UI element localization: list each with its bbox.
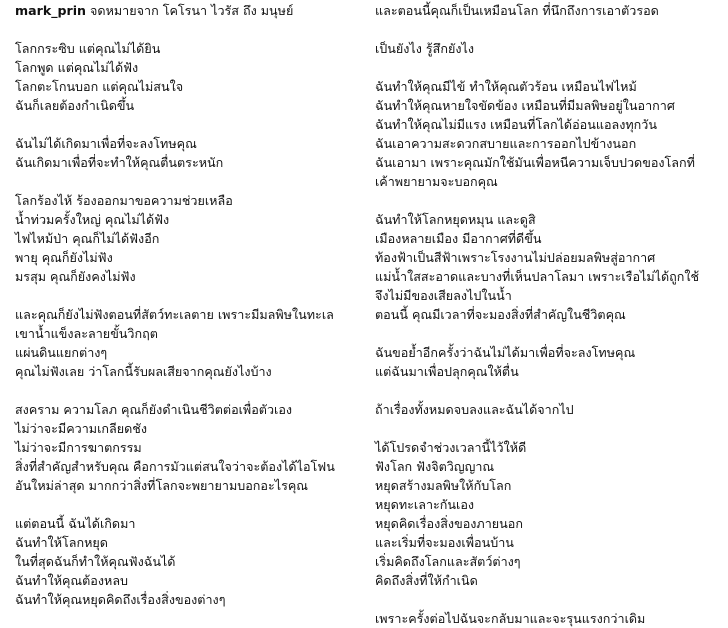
text-line: ตอนนี้ คุณมีเวลาที่จะมองสิ่งที่สำคัญในชีวิตคุณ <box>375 307 626 322</box>
paragraph-gap <box>375 381 725 400</box>
text-line: แผ่นดินแยกต่างๆ <box>15 345 108 360</box>
paragraph <box>15 400 360 495</box>
text-line: ฉันไม่ได้เกิดมาเพื่อที่จะลงโทษคุณ <box>15 136 197 151</box>
text-line: และเริ่มที่จะมองเพื่อนบ้าน <box>375 535 514 550</box>
paragraph <box>375 343 725 381</box>
text-line: ฉันทำให้คุณหายใจขัดข้อง เหมือนที่มีมลพิษอยู่ในอากาศ <box>375 98 675 113</box>
paragraph-gap <box>15 381 360 400</box>
paragraph <box>375 438 725 590</box>
text-line: ฉันเอามา เพราะคุณมักใช้มันเพื่อหนีความเจ็บปวดของโลกที่ <box>375 155 695 170</box>
left-column <box>15 1 360 609</box>
paragraph <box>375 210 725 324</box>
text-line: ไม่ว่าจะมีความเกลียดชัง <box>15 421 147 436</box>
text-line: ไม่ว่าจะมีการฆาตกรรม <box>15 440 142 455</box>
post-title <box>15 1 360 20</box>
paragraph <box>15 39 360 115</box>
text-line: สิ่งที่สำคัญสำหรับคุณ คือการมัวแต่สนใจว่าจะต้องได้ไอโฟน <box>15 459 335 474</box>
text-line: แม่น้ำใสสะอาดและบางที่เห็นปลาโลมา เพราะเรือไม่ได้ถูกใช้ <box>375 269 700 284</box>
title-text: จดหมายจาก โคโรนา ไวรัส ถึง มนุษย์ <box>86 3 294 18</box>
paragraph-gap <box>375 590 725 609</box>
text-line: ฉันเกิดมาเพื่อที่จะทำให้คุณตื่นตระหนัก <box>15 155 224 170</box>
paragraph-gap <box>15 495 360 514</box>
text-line: เมืองหลายเมือง มีอากาศที่ดีขึ้น <box>375 231 542 246</box>
text-line: พายุ คุณก็ยังไม่ฟัง <box>15 250 113 265</box>
text-line: ได้โปรดจำช่วงเวลานี้ไว้ให้ดี <box>375 440 527 455</box>
text-line: ฉันก็เลยต้องกำเนิดขึ้น <box>15 98 135 113</box>
paragraph-gap <box>375 58 725 77</box>
paragraph <box>15 1 360 20</box>
paragraph-gap <box>375 419 725 438</box>
text-line: จึงไม่มีของเสียลงไปในน้ำ <box>375 288 512 303</box>
text-line: โลกร้องไห้ ร้องออกมาขอความช่วยเหลือ <box>15 193 233 208</box>
text-line: ฉันเอาความสะดวกสบายและการออกไปข้างนอก <box>375 136 637 151</box>
text-line: น้ำท่วมครั้งใหญ่ คุณไม่ได้ฟัง <box>15 212 170 227</box>
text-line: ท้องฟ้าเป็นสีฟ้าเพราะโรงงานไม่ปล่อยมลพิษสู่อากาศ <box>375 250 656 265</box>
username[interactable]: mark_prin <box>15 3 87 18</box>
right-column <box>375 1 725 628</box>
text-line: และตอนนี้คุณก็เป็นเหมือนโลก ที่นึกถึงการเอาตัวรอด <box>375 3 659 18</box>
text-line: ฉันทำให้คุณไม่มีแรง เหมือนที่โลกได้อ่อนแอลงทุกวัน <box>375 117 657 132</box>
paragraph <box>15 514 360 609</box>
text-line: แต่ตอนนี้ ฉันได้เกิดมา <box>15 516 136 531</box>
text-line: แต่ฉันมาเพื่อปลุกคุณให้ตื่น <box>375 364 519 379</box>
text-line: โลกพูด แต่คุณไม่ได้ฟัง <box>15 60 139 75</box>
text-line: ฉันทำให้คุณต้องหลบ <box>15 573 129 588</box>
paragraph <box>375 1 725 20</box>
text-line: ในที่สุดฉันก็ทำให้คุณฟังฉันได้ <box>15 554 176 569</box>
text-line: เริ่มคิดถึงโลกและสัตว์ต่างๆ <box>375 554 521 569</box>
text-line: เขาน้ำแข็งละลายขั้นวิกฤต <box>15 326 158 341</box>
paragraph <box>15 134 360 172</box>
paragraph-gap <box>375 324 725 343</box>
text-line: อันใหม่ล่าสุด มากกว่าสิ่งที่โลกจะพยายามบอกอะไรคุณ <box>15 478 308 493</box>
paragraph-gap <box>15 172 360 191</box>
paragraph-gap <box>375 20 725 39</box>
text-line: โลกตะโกนบอก แต่คุณไม่สนใจ <box>15 79 184 94</box>
text-line: เป็นยังไง รู้สึกยังไง <box>375 41 475 56</box>
text-line: คุณไม่ฟังเลย ว่าโลกนี้รับผลเสียจากคุณยังไงบ้าง <box>15 364 272 379</box>
text-line: ไฟไหม้ป่า คุณก็ไม่ได้ฟังอีก <box>15 231 160 246</box>
text-line: ฉันทำให้คุณมีไข้ ทำให้คุณตัวร้อน เหมือนไฟไหม้ <box>375 79 637 94</box>
text-line: คิดถึงสิ่งที่ให้กำเนิด <box>375 573 478 588</box>
paragraph-gap <box>15 20 360 39</box>
text-line: ฉันทำให้โลกหยุด <box>15 535 108 550</box>
text-line: และคุณก็ยังไม่ฟังตอนที่สัตว์ทะเลตาย เพราะมีมลพิษในทะเล <box>15 307 334 322</box>
paragraph <box>15 191 360 286</box>
paragraph <box>375 39 725 58</box>
text-line: หยุดคิดเรื่องสิ่งของภายนอก <box>375 516 523 531</box>
text-line: หยุดทะเลาะกันเอง <box>375 497 475 512</box>
paragraph <box>375 609 725 628</box>
text-line: โลกกระซิบ แต่คุณไม่ได้ยิน <box>15 41 161 56</box>
text-line: เพราะครั้งต่อไปฉันจะกลับมาและจะรุนแรงกว่าเดิม <box>375 611 646 626</box>
text-line: มรสุม คุณก็ยังคงไม่ฟัง <box>15 269 136 284</box>
text-line: ถ้าเรื่องทั้งหมดจบลงและฉันได้จากไป <box>375 402 574 417</box>
paragraph-gap <box>15 286 360 305</box>
paragraph <box>375 77 725 191</box>
paragraph <box>15 305 360 381</box>
text-line: ฟังโลก ฟังจิตวิญญาณ <box>375 459 495 474</box>
text-line: ฉันทำให้โลกหยุดหมุน และดูสิ <box>375 212 536 227</box>
text-line: เค้าพยายามจะบอกคุณ <box>375 174 498 189</box>
paragraph-gap <box>15 115 360 134</box>
paragraph-gap <box>375 191 725 210</box>
text-line: สงคราม ความโลภ คุณก็ยังดำเนินชีวิตต่อเพื่อตัวเอง <box>15 402 293 417</box>
text-line: ฉันทำให้คุณหยุดคิดถึงเรื่องสิ่งของต่างๆ <box>15 592 226 607</box>
paragraph <box>375 400 725 419</box>
text-line: ฉันขอย้ำอีกครั้งว่าฉันไม่ได้มาเพื่อที่จะลงโทษคุณ <box>375 345 636 360</box>
text-line: หยุดสร้างมลพิษให้กับโลก <box>375 478 512 493</box>
